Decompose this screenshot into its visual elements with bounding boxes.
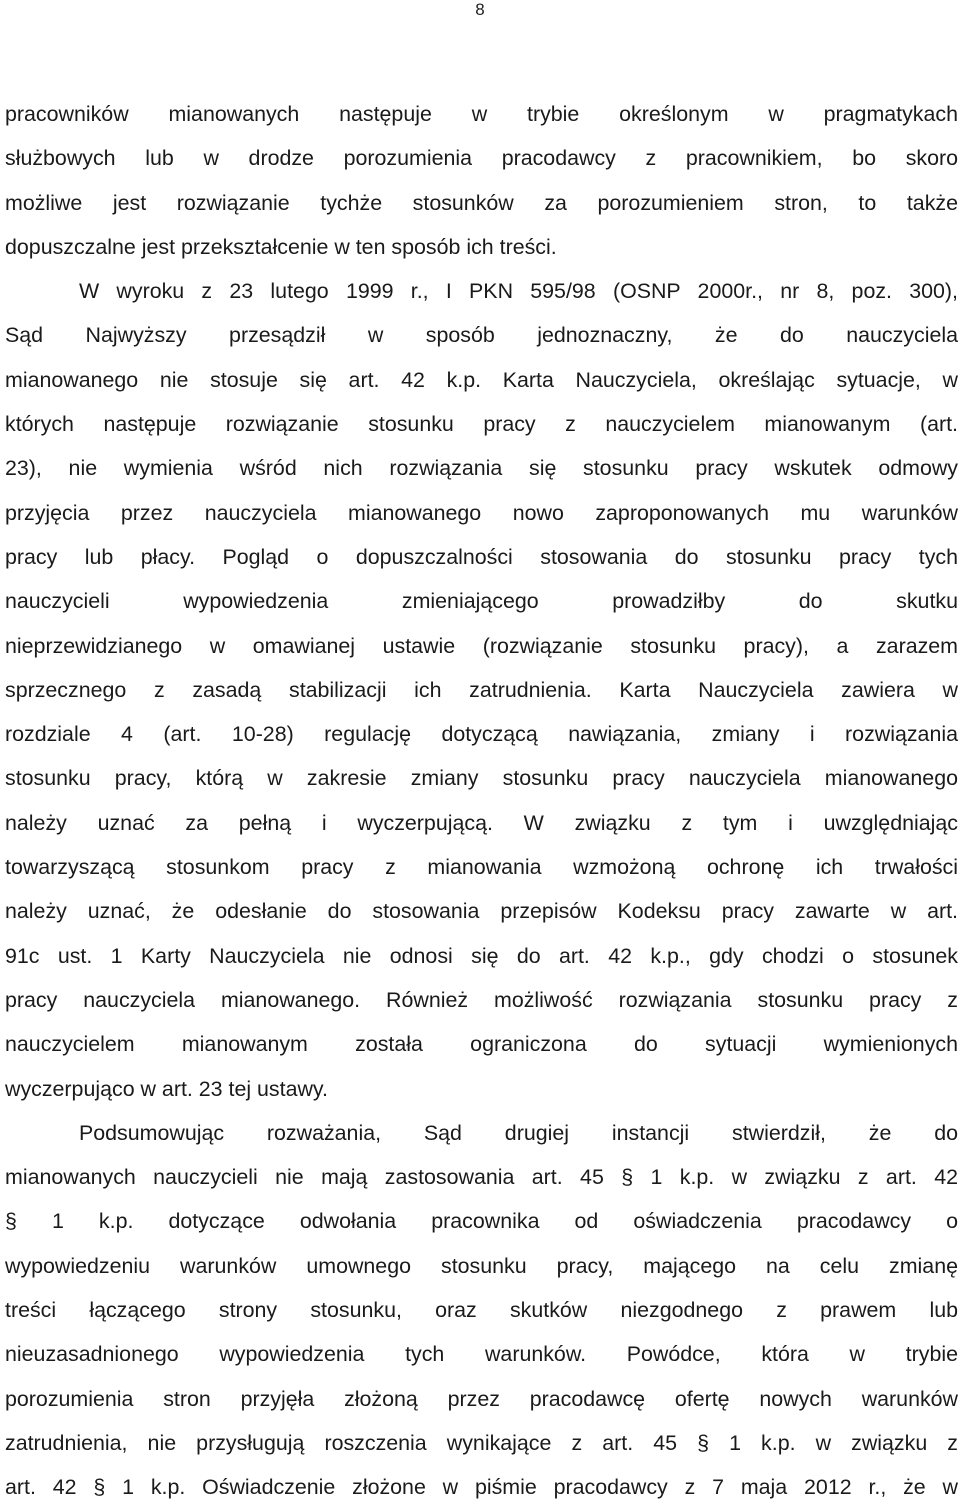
text-line: Sąd Najwyższy przesądził w sposób jednoznaczny, że do nauczyciela (5, 323, 958, 348)
text-line: mianowanego nie stosuje się art. 42 k.p. Karta Nauczyciela, określając sytuacje, w (5, 367, 958, 392)
page-number: 8 (475, 0, 485, 19)
text-line: nieprzewidzianego w omawianej ustawie (rozwiązanie stosunku pracy), a zarazem (5, 633, 958, 658)
text-line: § 1 k.p. dotyczące odwołania pracownika od oświadczenia pracodawcy o (5, 1209, 958, 1234)
text-line: nauczycielem mianowanym została ograniczona do sytuacji wymienionych (5, 1032, 958, 1057)
text-line: 91c ust. 1 Karty Nauczyciela nie odnosi się do art. 42 k.p., gdy chodzi o stosunek (5, 943, 958, 968)
text-line: należy uznać, że odesłanie do stosowania przepisów Kodeksu pracy zawarte w art. (5, 899, 958, 924)
text-line: wypowiedzeniu warunków umownego stosunku pracy, mającego na celu zmianę (5, 1253, 958, 1278)
text-line: sprzecznego z zasadą stabilizacji ich zatrudnienia. Karta Nauczyciela zawiera w (5, 677, 958, 702)
text-line: pracowników mianowanych następuje w trybie określonym w pragmatykach (5, 102, 958, 126)
text-line: mianowanych nauczycieli nie mają zastosowania art. 45 § 1 k.p. w związku z art. 42 (5, 1165, 958, 1190)
text-line: W wyroku z 23 lutego 1999 r., I PKN 595/98 (OSNP 2000r., nr 8, poz. 300), (79, 279, 958, 304)
text-line: porozumienia stron przyjęła złożoną przez pracodawcę ofertę nowych warunków (5, 1386, 958, 1411)
text-line: zatrudnienia, nie przysługują roszczenia wynikające z art. 45 § 1 k.p. w związku z (5, 1430, 958, 1455)
text-line: stosunku pracy, którą w zakresie zmiany stosunku pracy nauczyciela mianowanego (5, 766, 958, 791)
text-line: przyjęcia przez nauczyciela mianowanego nowo zaproponowanych mu warunków (5, 500, 958, 525)
text-line: służbowych lub w drodze porozumienia pracodawcy z pracownikiem, bo skoro (5, 146, 958, 171)
body-text (0, 92, 960, 1510)
text-line: Podsumowując rozważania, Sąd drugiej instancji stwierdził, że do (79, 1120, 958, 1145)
text-line: nieuzasadnionego wypowiedzenia tych warunków. Powódce, która w trybie (5, 1342, 958, 1367)
text-line: 23), nie wymienia wśród nich rozwiązania się stosunku pracy wskutek odmowy (5, 456, 958, 481)
text-line: towarzyszącą stosunkom pracy z mianowania wzmożoną ochronę ich trwałości (5, 855, 958, 880)
text-line: art. 42 § 1 k.p. Oświadczenie złożone w piśmie pracodawcy z 7 maja 2012 r., że w (5, 1475, 958, 1500)
text-line: pracy lub płacy. Pogląd o dopuszczalności stosowania do stosunku pracy tych (5, 544, 958, 569)
text-line: możliwe jest rozwiązanie tychże stosunków za porozumieniem stron, to także (5, 190, 958, 215)
text-line: wyczerpująco w art. 23 tej ustawy. (5, 1076, 328, 1101)
text-line: należy uznać za pełną i wyczerpującą. W związku z tym i uwzględniając (5, 810, 958, 835)
text-line: treści łączącego strony stosunku, oraz skutków niezgodnego z prawem lub (5, 1298, 958, 1323)
text-line: dopuszczalne jest przekształcenie w ten sposób ich treści. (5, 234, 557, 259)
text-line: rozdziale 4 (art. 10-28) regulację dotyczącą nawiązania, zmiany i rozwiązania (5, 722, 958, 747)
text-line: pracy nauczyciela mianowanego. Również możliwość rozwiązania stosunku pracy z (5, 987, 958, 1012)
text-line: nauczycieli wypowiedzenia zmieniającego prowadziłby do skutku (5, 589, 958, 614)
text-line: których następuje rozwiązanie stosunku pracy z nauczycielem mianowanym (art. (5, 412, 958, 437)
